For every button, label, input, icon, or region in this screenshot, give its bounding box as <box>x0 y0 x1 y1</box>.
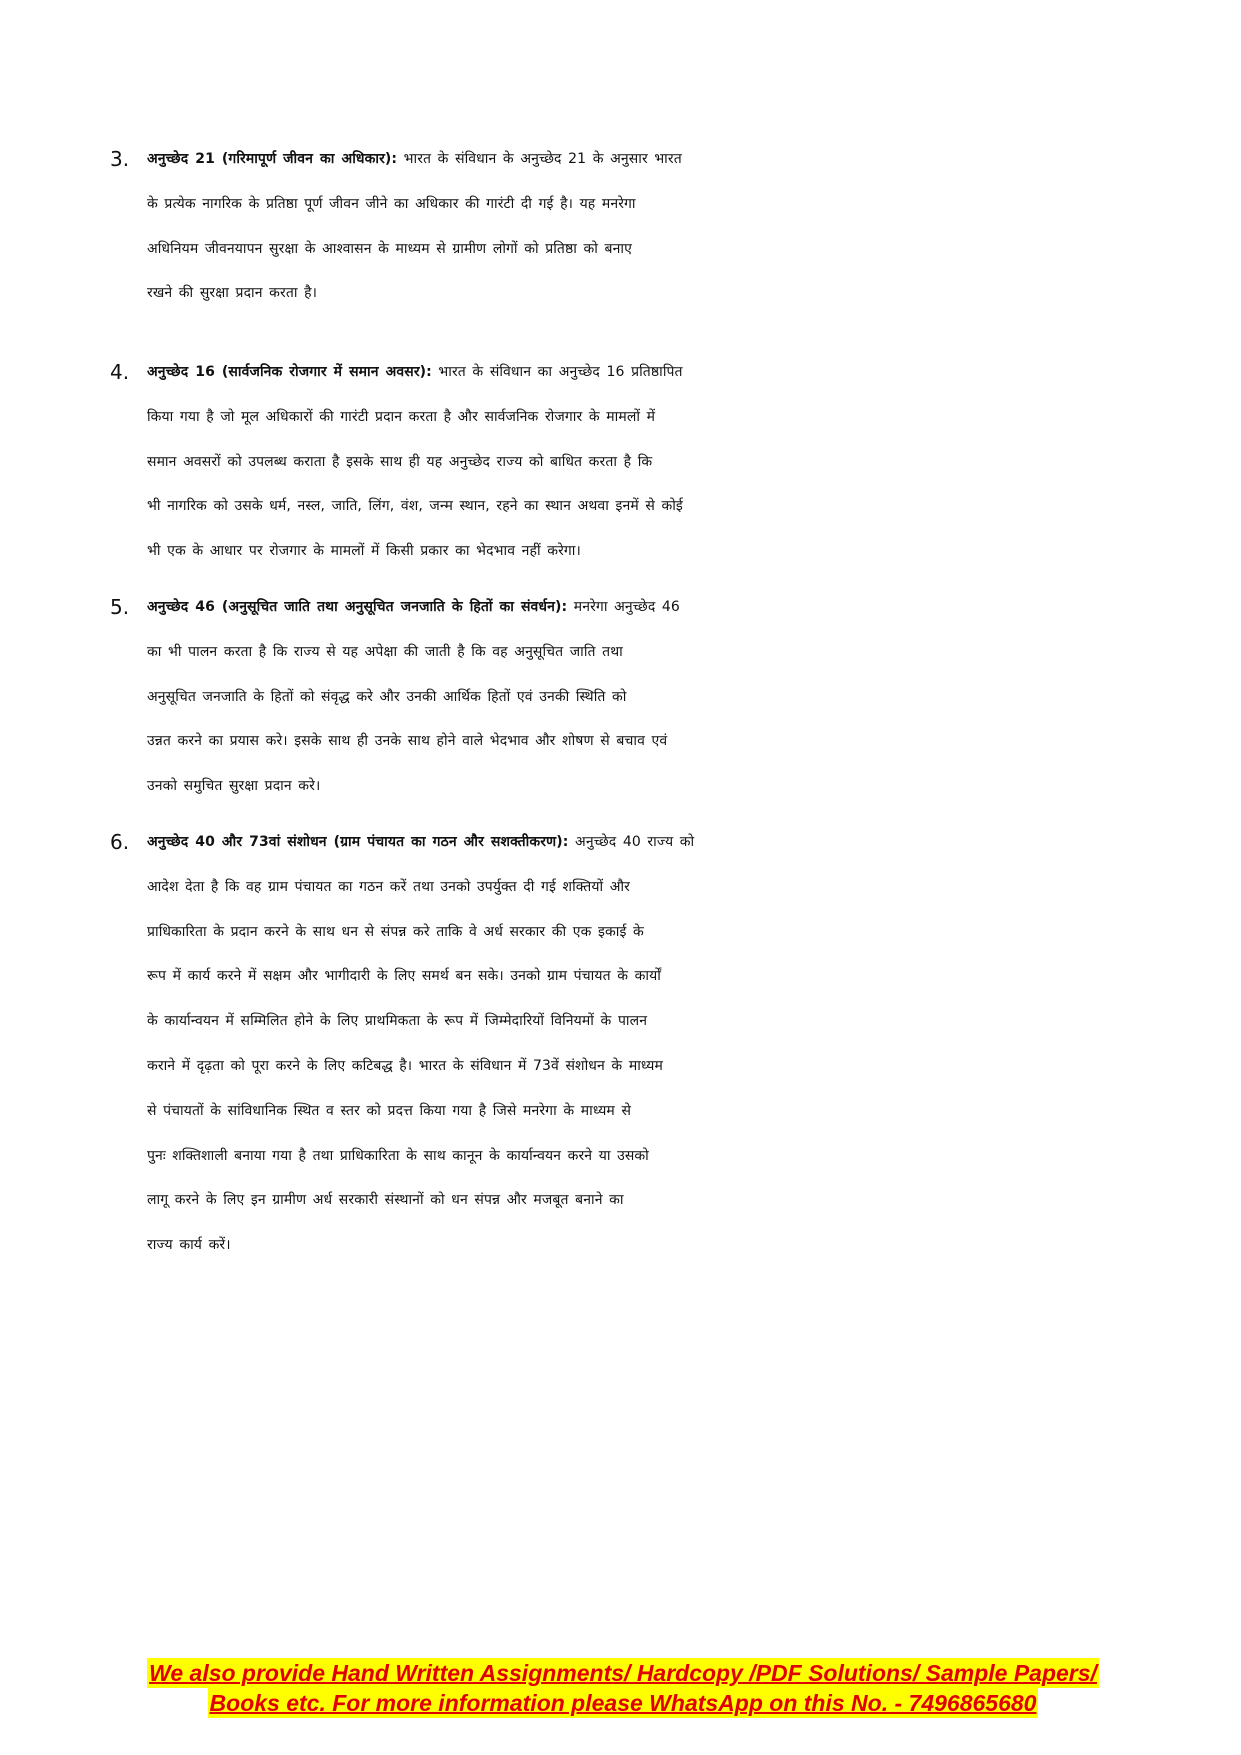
item-text-line: उनको समुचित सुरक्षा प्रदान करे। <box>147 778 321 795</box>
item-text: भारत के संविधान के अनुच्छेद 21 के अनुसार भारत <box>397 151 682 167</box>
list-item-3 <box>110 137 1140 316</box>
promo-line-1: We also provide Hand Written Assignments/ Hardcopy /PDF Solutions/ Sample Papers/ <box>149 1660 1097 1686</box>
list-item-6 <box>110 820 1140 1268</box>
item-heading: अनुच्छेद 16 (सार्वजनिक रोजगार में समान अवसर): <box>147 364 432 380</box>
item-number: 5. <box>110 595 130 619</box>
item-text-line: लागू करने के लिए इन ग्रामीण अर्ध सरकारी संस्थानों को धन संपन्न और मजबूत बनाने का <box>147 1192 624 1209</box>
item-number: 6. <box>110 830 130 854</box>
item-text: अनुच्छेद 40 राज्य को <box>568 834 695 850</box>
item-text-line: समान अवसरों को उपलब्ध कराता है इसके साथ ही यह अनुच्छेद राज्य को बाधित करता है कि <box>147 453 653 470</box>
item-text-line: भी नागरिक को उसके धर्म, नस्ल, जाति, लिंग, वंश, जन्म स्थान, रहने का स्थान अथवा इनमें से कोई <box>147 498 683 515</box>
item-text-line: के प्रत्येक नागरिक के प्रतिष्ठा पूर्ण जीवन जीने का अधिकार की गारंटी दी गई है। यह मनरेगा <box>147 195 636 212</box>
item-text-line: रूप में कार्य करने में सक्षम और भागीदारी के लिए समर्थ बन सके। उनको ग्राम पंचायत के कार्यों <box>147 968 661 985</box>
item-text-line: रखने की सुरक्षा प्रदान करता है। <box>147 285 318 302</box>
item-text-line: पुनः शक्तिशाली बनाया गया है तथा प्राधिकारिता के साथ कानून के कार्यान्वयन करने या उसको <box>147 1147 649 1164</box>
item-first-line <box>147 820 1140 865</box>
item-text-line: अनुसूचित जनजाति के हितों को संवृद्ध करे और उनकी आर्थिक हितों एवं उनकी स्थिति को <box>147 688 627 705</box>
item-number: 4. <box>110 360 130 384</box>
item-text-line: आदेश देता है कि वह ग्राम पंचायत का गठन करें तथा उनको उपर्युक्त दी गई शक्तियों और <box>147 878 630 895</box>
item-first-line <box>147 137 1140 182</box>
item-first-line <box>147 350 1140 395</box>
item-text-line: से पंचायतों के सांविधानिक स्थित व स्तर को प्रदत्त किया गया है जिसे मनरेगा के माध्यम से <box>147 1102 632 1119</box>
list-item-4 <box>110 350 1140 574</box>
promo-line-2: Books etc. For more information please WhatsApp on this No. - 7496865680 <box>209 1690 1037 1716</box>
item-text: भारत के संविधान का अनुच्छेद 16 प्रतिष्ठापित <box>431 364 683 380</box>
item-heading: अनुच्छेद 21 (गरिमापूर्ण जीवन का अधिकार): <box>147 151 398 167</box>
item-text: मनरेगा अनुच्छेद 46 <box>567 599 680 615</box>
item-text-line: कराने में दृढ़ता को पूरा करने के लिए कटिबद्ध है। भारत के संविधान में 73वें संशोधन के माध्यम <box>147 1057 663 1074</box>
item-text-line: किया गया है जो मूल अधिकारों की गारंटी प्रदान करता है और सार्वजनिक रोजगार के मामलों में <box>147 408 656 425</box>
item-first-line <box>147 585 1140 630</box>
item-text-line: उन्नत करने का प्रयास करे। इसके साथ ही उनके साथ होने वाले भेदभाव और शोषण से बचाव एवं <box>147 733 668 750</box>
item-text-line: राज्य कार्य करें। <box>147 1237 231 1254</box>
item-text-line: भी एक के आधार पर रोजगार के मामलों में किसी प्रकार का भेदभाव नहीं करेगा। <box>147 543 581 560</box>
item-text-line: का भी पालन करता है कि राज्य से यह अपेक्षा की जाती है कि वह अनुसूचित जाति तथा <box>147 643 623 660</box>
item-text-line: के कार्यान्वयन में सम्मिलित होने के लिए प्राथमिकता के रूप में जिम्मेदारियों विनियमों के पालन <box>147 1013 648 1030</box>
item-heading: अनुच्छेद 40 और 73वां संशोधन (ग्राम पंचायत का गठन और सशक्तीकरण): <box>147 834 569 850</box>
item-number: 3. <box>110 147 130 171</box>
promo-footer <box>98 1658 1148 1718</box>
list-item-5 <box>110 585 1140 809</box>
item-text-line: प्राधिकारिता के प्रदान करने के साथ धन से संपन्न करे ताकि वे अर्ध सरकार की एक इकाई के <box>147 923 644 940</box>
item-text-line: अधिनियम जीवनयापन सुरक्षा के आश्वासन के माध्यम से ग्रामीण लोगों को प्रतिष्ठा को बनाए <box>147 240 632 257</box>
item-heading: अनुच्छेद 46 (अनुसूचित जाति तथा अनुसूचित जनजाति के हितों का संवर्धन): <box>147 599 568 615</box>
